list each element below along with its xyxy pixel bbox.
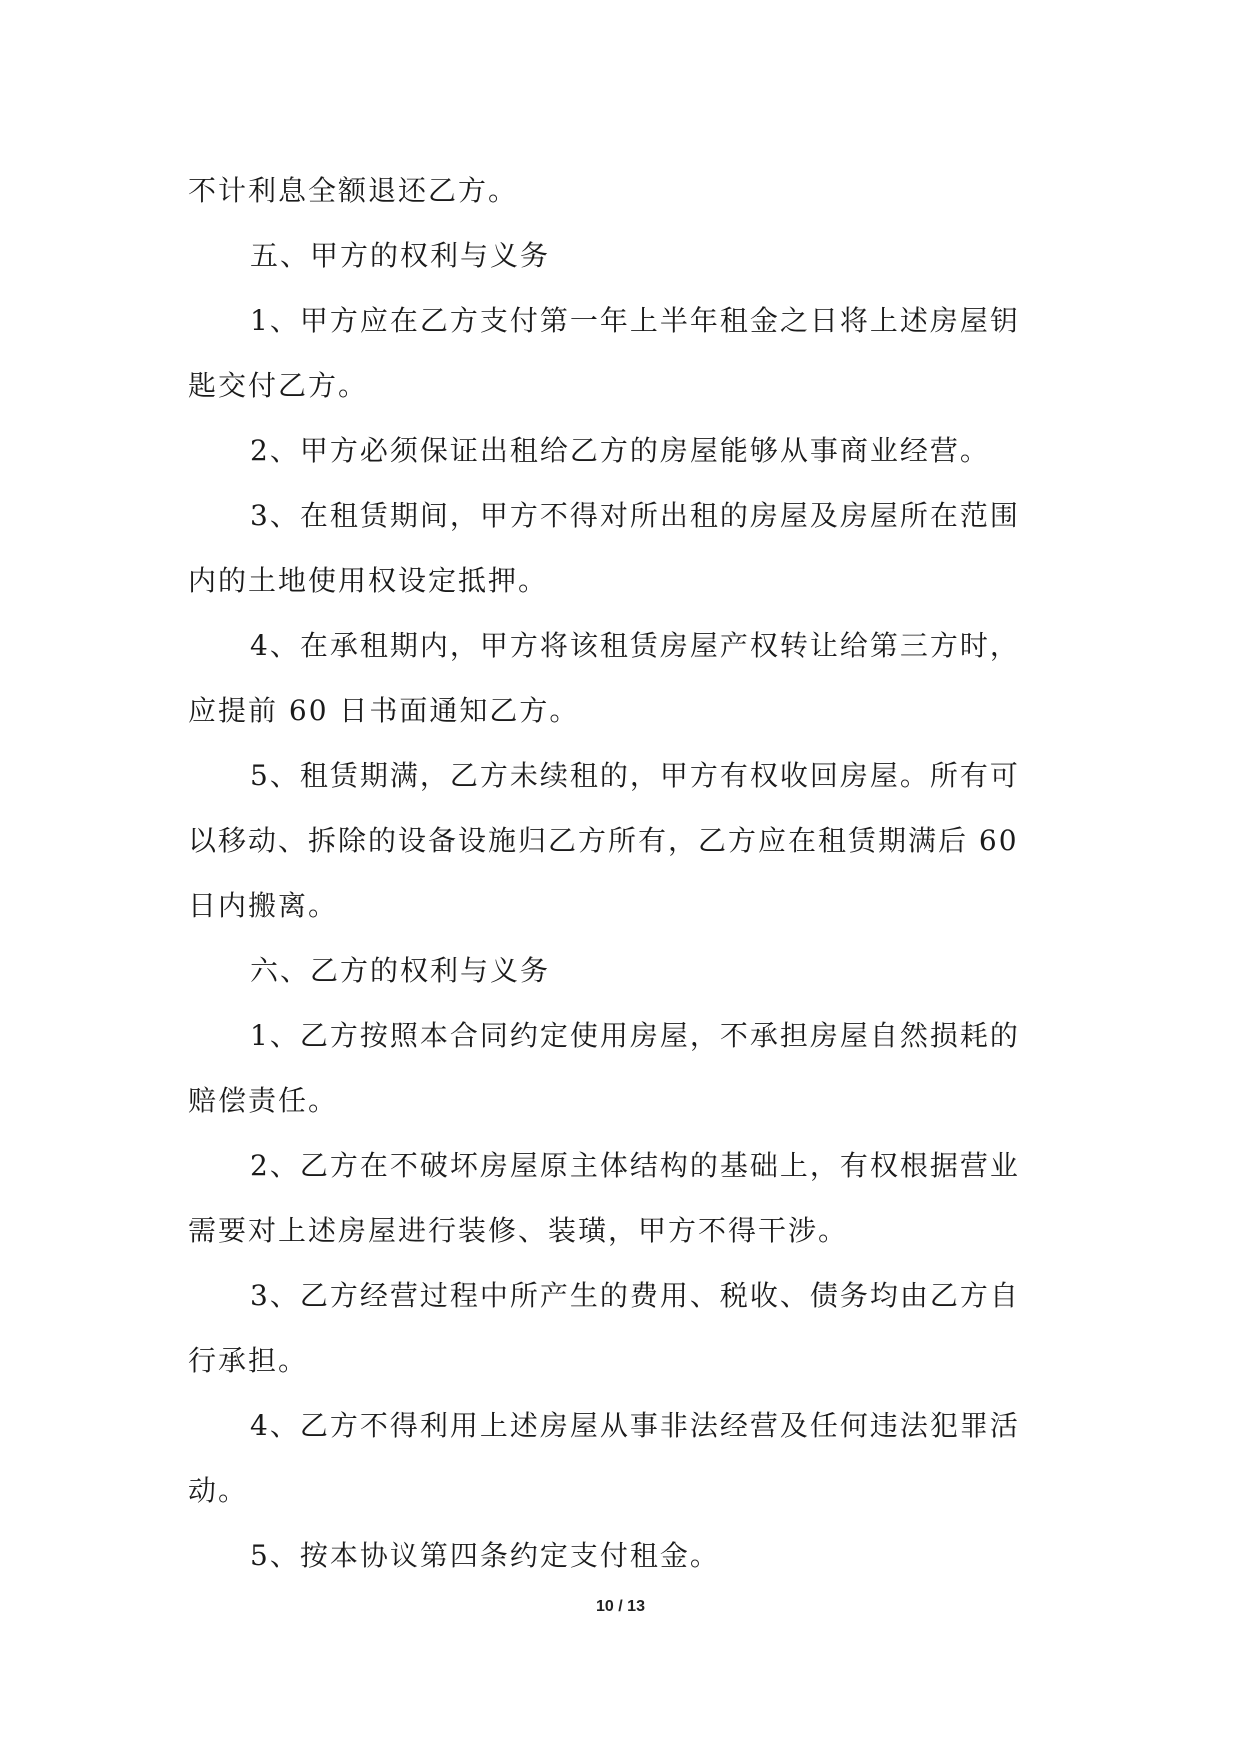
text-line: 5、租赁期满，乙方未续租的，甲方有权收回房屋。所有可 [250, 759, 1020, 792]
text-line: 赔偿责任。 [188, 1084, 339, 1117]
text-line: 以移动、拆除的设备设施归乙方所有，乙方应在租赁期满后 60 [188, 824, 1019, 857]
text-line: 内的土地使用权设定抵押。 [188, 564, 549, 597]
text-line: 匙交付乙方。 [188, 369, 369, 402]
text-line: 2、乙方在不破坏房屋原主体结构的基础上，有权根据营业 [250, 1149, 1020, 1182]
text-line: 2、甲方必须保证出租给乙方的房屋能够从事商业经营。 [250, 434, 990, 467]
text-line: 3、乙方经营过程中所产生的费用、税收、债务均由乙方自 [250, 1279, 1020, 1312]
text-line: 4、乙方不得利用上述房屋从事非法经营及任何违法犯罪活 [250, 1409, 1020, 1442]
text-line: 行承担。 [188, 1344, 309, 1377]
text-line: 4、在承租期内，甲方将该租赁房屋产权转让给第三方时， [250, 629, 1020, 662]
text-line: 不计利息全额退还乙方。 [188, 174, 519, 207]
text-line: 应提前 60 日书面通知乙方。 [188, 694, 580, 727]
text-line: 1、甲方应在乙方支付第一年上半年租金之日将上述房屋钥 [250, 304, 1020, 337]
text-line: 动。 [188, 1474, 249, 1507]
text-line: 日内搬离。 [188, 889, 339, 922]
text-line: 5、按本协议第四条约定支付租金。 [250, 1539, 720, 1572]
section-heading: 六、乙方的权利与义务 [250, 954, 551, 987]
document-body [188, 158, 1058, 1588]
text-line: 1、乙方按照本合同约定使用房屋，不承担房屋自然损耗的 [250, 1019, 1020, 1052]
section-heading: 五、甲方的权利与义务 [250, 239, 551, 272]
text-line: 3、在租赁期间，甲方不得对所出租的房屋及房屋所在范围 [250, 499, 1020, 532]
text-line: 需要对上述房屋进行装修、装璜，甲方不得干涉。 [188, 1214, 849, 1247]
page-number: 10 / 13 [596, 1598, 645, 1615]
